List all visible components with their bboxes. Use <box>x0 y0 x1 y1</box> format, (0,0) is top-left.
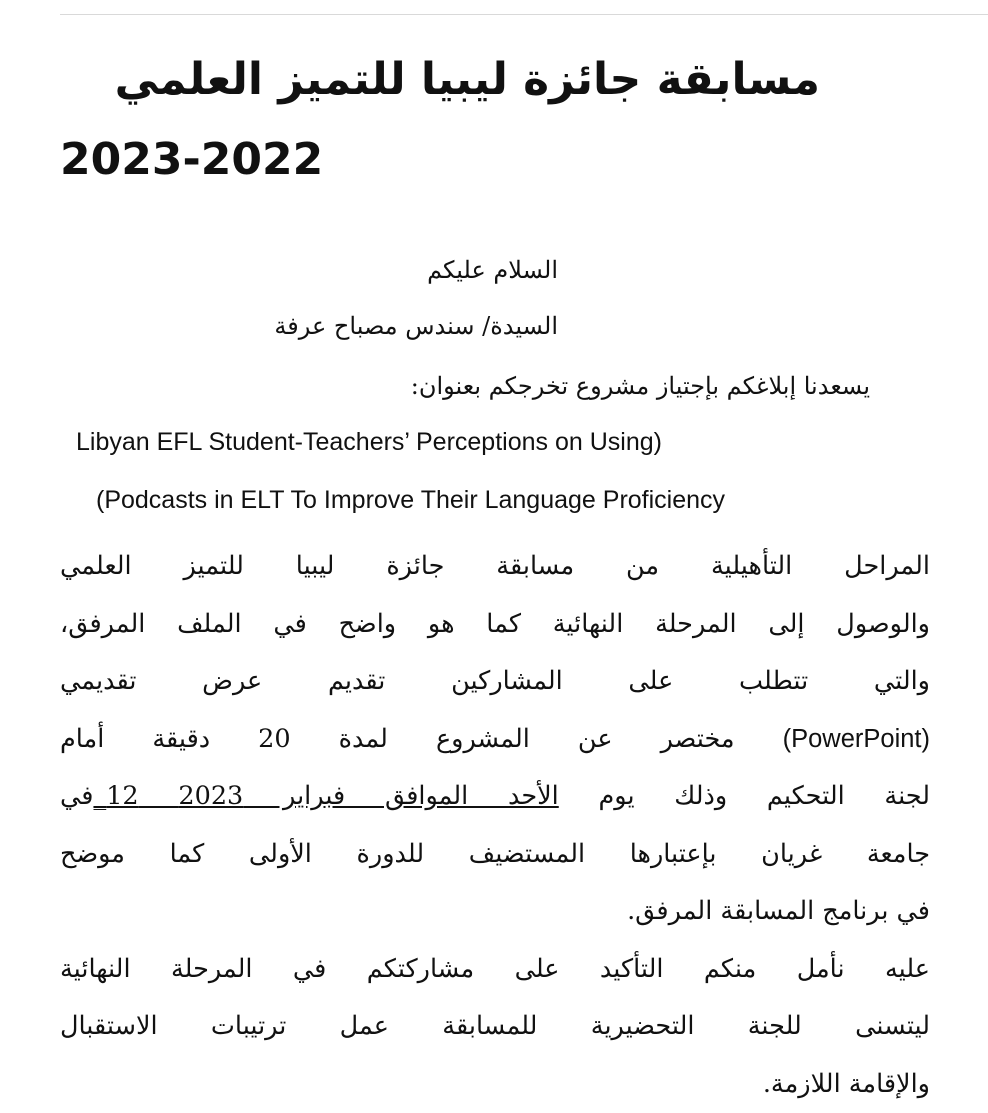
title-years: 2023-2022 <box>60 120 820 200</box>
body-line <box>60 711 930 769</box>
body-line: والتي تتطلب على المشاركين تقديم عرض تقديمي <box>60 653 930 711</box>
recipient-name: السيدة/ سندس مصباح عرفة <box>274 312 558 340</box>
body-line: عليه نأمل منكم التأكيد على مشاركتكم في المرحلة النهائية <box>60 941 930 999</box>
document-title <box>60 40 820 200</box>
committee-text: لجنة التحكيم وذلك يوم <box>599 781 931 811</box>
body-line: المراحل التأهيلية من مسابقة جائزة ليبيا للتميز العلمي <box>60 538 930 596</box>
body-line: جامعة غريان بإعتبارها المستضيف للدورة الأولى كما موضح <box>60 826 930 884</box>
project-title-line-1: Libyan EFL Student-Teachers’ Perceptions on Using) <box>76 428 662 457</box>
body-line: والإقامة اللازمة. <box>60 1056 930 1113</box>
body-line: في برنامج المسابقة المرفق. <box>60 883 930 941</box>
title-line-1: مسابقة جائزة ليبيا للتميز العلمي <box>115 54 820 105</box>
duration-text: مختصر عن المشروع لمدة 20 دقيقة أمام <box>60 724 735 754</box>
event-date: الأحد الموافق فبراير 2023 12 <box>106 781 559 811</box>
body-line: لجنة التحكيم وذلك يوم الأحد الموافق فبراير 2023 12_في <box>60 768 930 826</box>
announcement-line: يسعدنا إبلاغكم بإجتياز مشروع تخرجكم بعنوان: <box>411 372 870 400</box>
letter-body <box>60 538 930 1113</box>
powerpoint-label: (PowerPoint) <box>783 725 930 753</box>
greeting: السلام عليكم <box>427 256 558 284</box>
project-title-line-2: (Podcasts in ELT To Improve Their Language Proficiency <box>96 486 725 515</box>
location-prefix: في <box>60 781 93 811</box>
top-divider <box>60 14 988 15</box>
body-line: والوصول إلى المرحلة النهائية كما هو واضح في الملف المرفق، <box>60 596 930 654</box>
body-line: ليتسنى للجنة التحضيرية للمسابقة عمل ترتيبات الاستقبال <box>60 998 930 1056</box>
